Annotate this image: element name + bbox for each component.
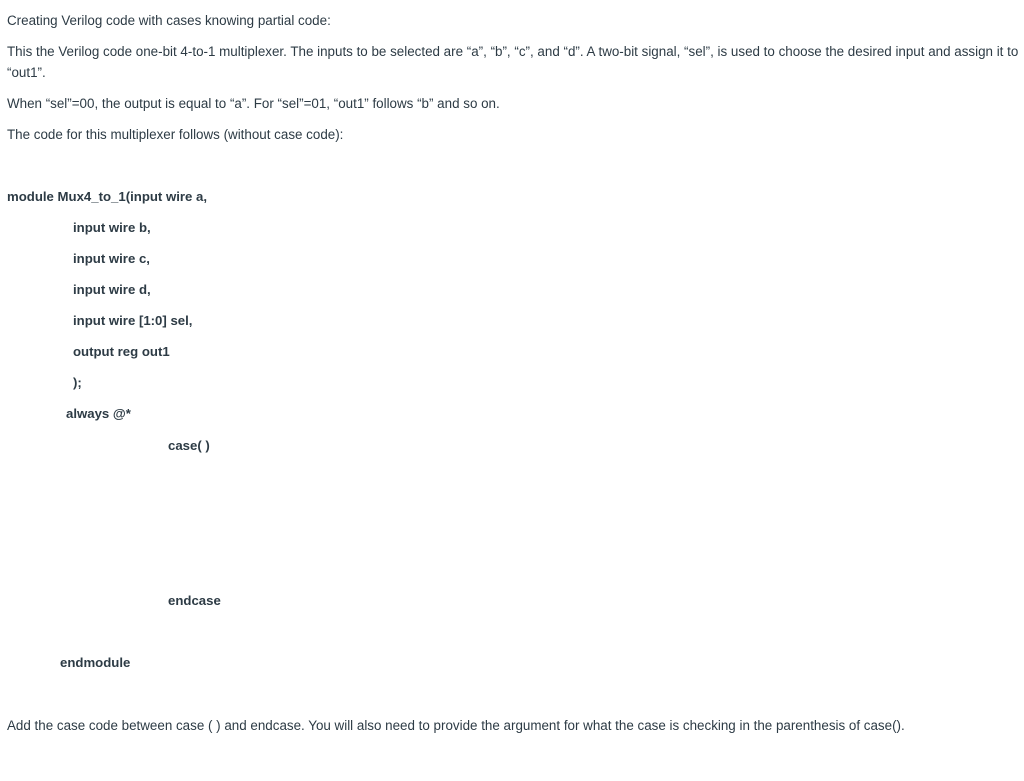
code-module-declaration: module Mux4_to_1(input wire a, <box>7 189 208 204</box>
code-port-out1: output reg out1 <box>73 344 170 359</box>
code-endmodule: endmodule <box>60 655 131 670</box>
code-port-sel: input wire [1:0] sel, <box>73 313 193 328</box>
code-port-b: input wire b, <box>73 220 151 235</box>
code-always-block: always @* <box>66 406 131 421</box>
question-description: This the Verilog code one-bit 4-to-1 multiplexer. The inputs to be selected are “a”, “b”, “c”, and “d”. A two-bit signal, “sel”, is used to choose the desired input and assign it to “out1”. <box>7 44 1019 80</box>
code-case-open: case( ) <box>168 438 210 453</box>
code-port-close: ); <box>73 375 82 390</box>
task-instructions: Add the case code between case ( ) and endcase. You will also need to provide the argument for what the case is checking in the parenthesis of case(). <box>7 718 905 733</box>
selection-behavior-text: When “sel”=00, the output is equal to “a”. For “sel”=01, “out1” follows “b” and so on. <box>7 96 500 111</box>
code-port-d: input wire d, <box>73 282 151 297</box>
code-intro-text: The code for this multiplexer follows (without case code): <box>7 127 344 142</box>
code-port-c: input wire c, <box>73 251 150 266</box>
question-heading: Creating Verilog code with cases knowing partial code: <box>7 13 331 28</box>
code-endcase: endcase <box>168 593 221 608</box>
